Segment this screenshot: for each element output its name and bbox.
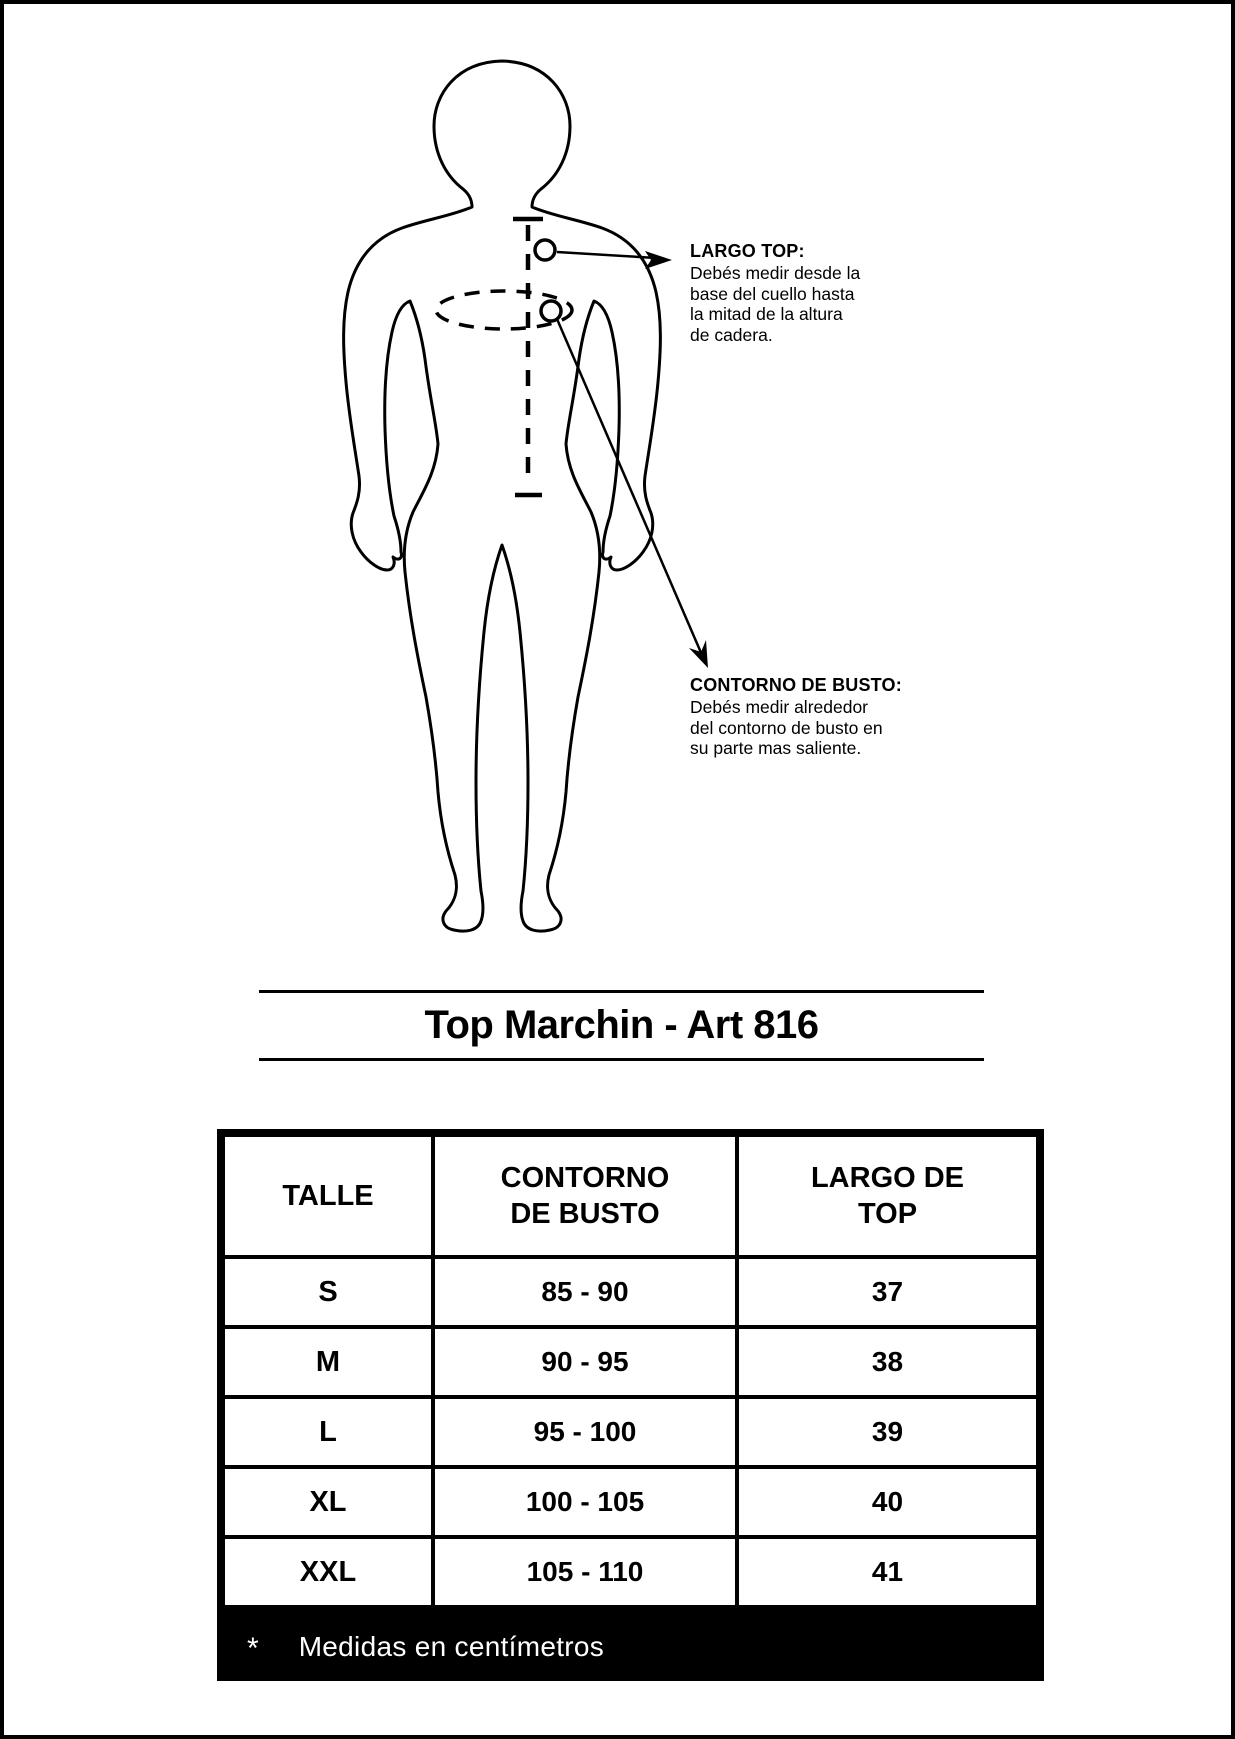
table-row: [225, 1465, 1036, 1535]
cell-contorno-busto: 105 - 110: [431, 1539, 735, 1605]
table-row: [225, 1325, 1036, 1395]
cell-largo-top: 40: [735, 1469, 1036, 1535]
product-title-band: [259, 990, 984, 1061]
header-largo-line1: LARGO DE: [810, 1162, 965, 1194]
cell-talle: L: [319, 1415, 337, 1448]
header-contorno-line1: CONTORNO: [500, 1162, 670, 1194]
cell-largo-top: 37: [735, 1259, 1036, 1325]
body-silhouette: [344, 61, 661, 931]
cell-talle: M: [315, 1345, 341, 1378]
bust-annotation: [690, 674, 920, 759]
table-row: [225, 1535, 1036, 1605]
cell-largo-top: 39: [735, 1399, 1036, 1465]
footnote-bar: [217, 1613, 1044, 1681]
size-table: [217, 1129, 1044, 1613]
bust-line: su parte mas saliente.: [690, 738, 862, 758]
size-table-header-row: [225, 1137, 1036, 1255]
largo-top-line: la mitad de la altura: [690, 304, 843, 324]
header-largo-top: [735, 1137, 1036, 1255]
bust-heading: CONTORNO DE BUSTO:: [690, 675, 902, 695]
cell-talle: S: [318, 1275, 338, 1308]
header-contorno-line2: DE BUSTO: [510, 1198, 660, 1230]
header-talle: [225, 1137, 431, 1255]
bust-line: del contorno de busto en: [690, 717, 883, 738]
bust-marker-circle: [541, 301, 561, 321]
asterisk-marker: *: [247, 1632, 259, 1665]
cell-contorno-busto: 85 - 90: [431, 1259, 735, 1325]
header-contorno-busto: [431, 1137, 735, 1255]
cell-talle: XL: [309, 1485, 347, 1518]
largo-top-heading: LARGO TOP:: [690, 241, 805, 261]
header-largo-line2: TOP: [857, 1198, 918, 1230]
header-talle-label: TALLE: [282, 1180, 374, 1212]
product-title: Top Marchin - Art 816: [424, 1003, 819, 1047]
largo-top-line: base del cuello hasta: [690, 283, 855, 304]
cell-largo-top: 38: [735, 1329, 1036, 1395]
table-row: [225, 1395, 1036, 1465]
cell-contorno-busto: 100 - 105: [431, 1469, 735, 1535]
cell-talle: XXL: [299, 1555, 357, 1588]
largo-top-annotation: [690, 240, 920, 345]
largo-top-line: Debés medir desde la: [690, 263, 861, 283]
body-measurement-diagram: [4, 4, 1232, 984]
cell-contorno-busto: 90 - 95: [431, 1329, 735, 1395]
cell-contorno-busto: 95 - 100: [431, 1399, 735, 1465]
table-row: [225, 1255, 1036, 1325]
footnote-text: Medidas en centímetros: [298, 1631, 605, 1662]
largo-top-line: de cadera.: [690, 324, 773, 345]
cell-largo-top: 41: [735, 1539, 1036, 1605]
largo-top-marker-circle: [535, 240, 555, 260]
bust-line: Debés medir alrededor: [690, 697, 869, 717]
